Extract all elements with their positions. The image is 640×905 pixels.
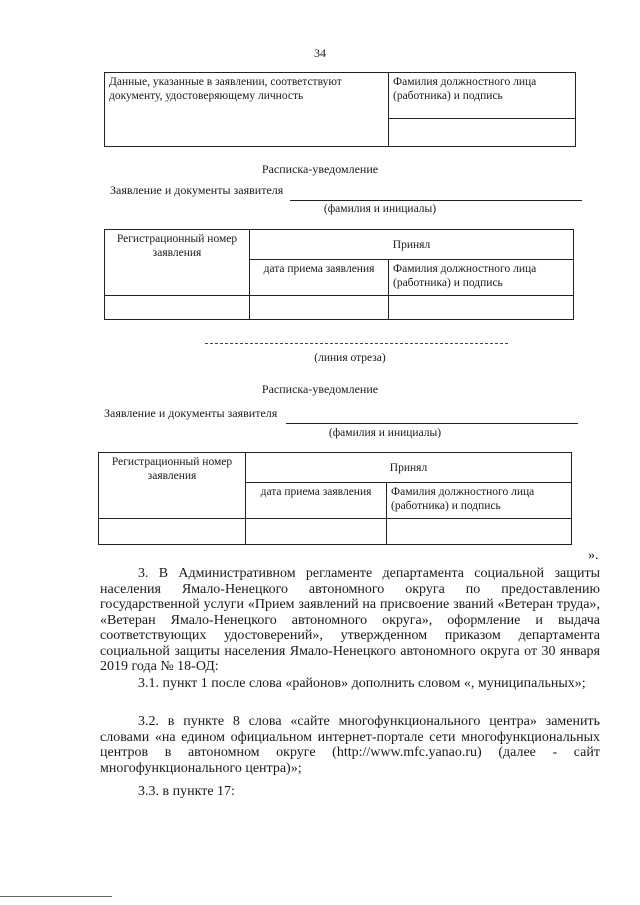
paragraph-3: 3. В Административном регламенте департамента социальной защиты населения Ямало-Ненецкого автономного округа по предоставлению государственной услуги «Прием заявлений на присвоение званий «Ветеран труда», «Ветеран Ямало-Ненецкого автономного округа», оформление и выдача соответствующих удостоверений», утвержденном приказом департамента социальной защиты населения Ямало-Ненецкого автономного округа от 30 января 2019 года № 18-ОД: [100, 566, 600, 674]
paragraph-3-3: 3.3. в пункте 17: [138, 784, 235, 799]
receipt-table [98, 452, 572, 545]
paragraph-3-1: 3.1. пункт 1 после слова «районов» дополнить словом «, муниципальных»; [138, 676, 586, 691]
applicant-name-line [286, 422, 578, 424]
cut-line-label: (линия отреза) [314, 352, 386, 364]
applicant-name-hint: (фамилия и инициалы) [323, 203, 437, 215]
accepted-header: Принял [246, 453, 572, 483]
official-cell [387, 519, 572, 545]
footer-rule [0, 896, 112, 897]
reg-number-cell [105, 296, 250, 320]
official-header: Фамилия должностного лица (работника) и подпись [389, 260, 574, 296]
official-signature-header: Фамилия должностного лица (работника) и подпись [389, 73, 576, 119]
reg-number-header: Регистрационный номер заявления [99, 453, 246, 519]
receipt-title: Расписка-уведомление [261, 382, 379, 396]
receipt-table [104, 229, 574, 320]
reg-number-header: Регистрационный номер заявления [105, 230, 250, 296]
receipt-title: Расписка-уведомление [261, 162, 379, 176]
reg-number-cell [99, 519, 246, 545]
page-number: 34 [314, 46, 326, 60]
accepted-header: Принял [250, 230, 574, 260]
date-header: дата приема заявления [246, 483, 387, 519]
verification-text: Данные, указанные в заявлении, соответствуют документу, удостоверяющему личность [105, 73, 389, 147]
date-cell [246, 519, 387, 545]
verification-table [104, 72, 576, 147]
applicant-name-line [290, 199, 582, 201]
date-header: дата приема заявления [250, 260, 389, 296]
applicant-name-hint: (фамилия и инициалы) [328, 427, 442, 439]
official-cell [389, 296, 574, 320]
official-header: Фамилия должностного лица (работника) и подпись [387, 483, 572, 519]
cut-line [205, 343, 508, 344]
applicant-label: Заявление и документы заявителя [104, 406, 278, 420]
date-cell [250, 296, 389, 320]
closing-quote: ». [588, 548, 599, 563]
paragraph-3-2: 3.2. в пункте 8 слова «сайте многофункционального центра» заменить словами «на едином официальном интернет-портале сети многофункциональных центров в автономном округе (http://www.mfc.yanao.ru) (далее - сайт многофункционального центра)»; [100, 714, 600, 776]
applicant-label: Заявление и документы заявителя [110, 183, 284, 197]
official-signature-cell [389, 119, 576, 147]
